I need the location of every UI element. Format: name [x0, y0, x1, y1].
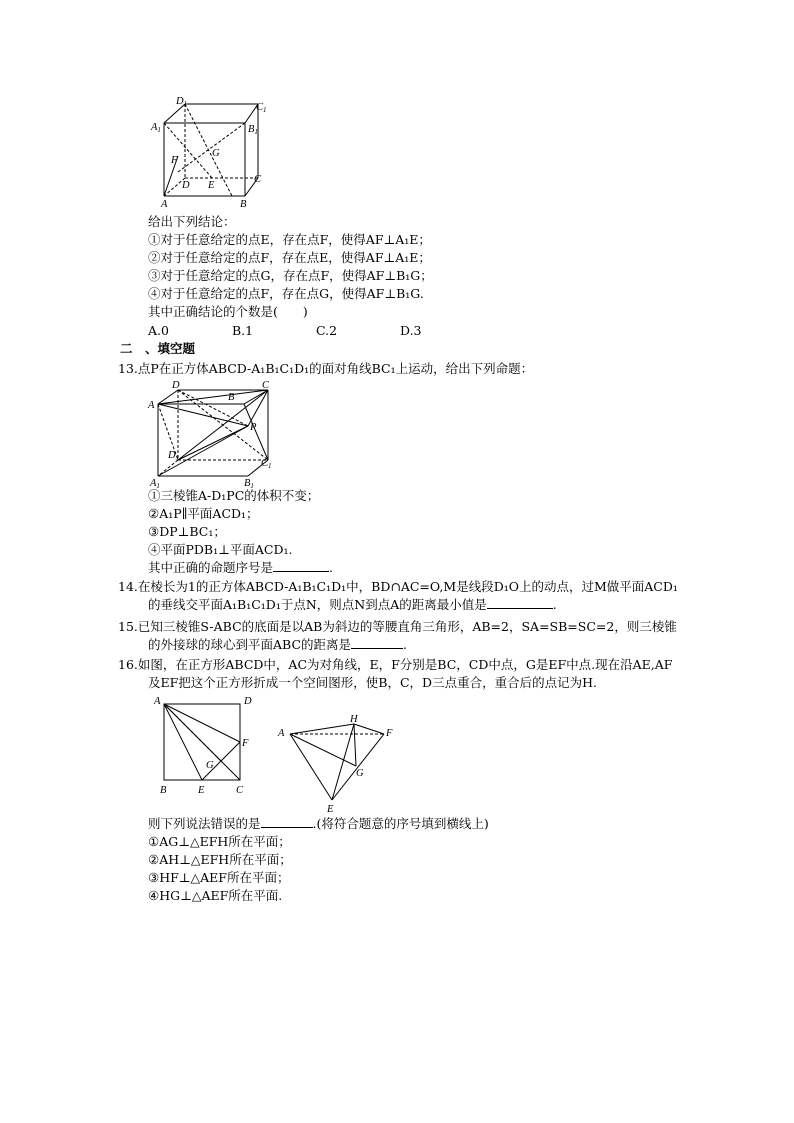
- fig-label: G: [212, 148, 220, 159]
- fig-label: C1: [261, 458, 272, 470]
- cube-figure-q13: [148, 380, 283, 488]
- answer-blank[interactable]: [487, 596, 553, 609]
- q14-line-2-end: .: [552, 597, 557, 612]
- fig-label: D: [182, 180, 190, 191]
- answer-blank[interactable]: [273, 559, 329, 572]
- fig-label: F: [242, 738, 249, 749]
- q16-item-1: ①AG⊥△EFH所在平面；: [148, 834, 291, 849]
- answer-blank[interactable]: [351, 636, 403, 649]
- fig-label: A: [154, 696, 161, 707]
- fig-label: B: [240, 199, 247, 210]
- q12-option-a: A.0: [148, 323, 169, 338]
- q16-ask-end: .(将符合题意的序号填到横线上): [312, 816, 489, 831]
- q16-item-3: ③HF⊥△AEF所在平面；: [148, 870, 290, 885]
- fig-label: E: [208, 180, 215, 191]
- q14-line-1: 14.在棱长为1的正方体ABCD-A₁B₁C₁D₁中，BD∩AC=O,M是线段D₁O上的动点，过M做平面ACD₁: [118, 579, 678, 594]
- fig-label: A: [148, 400, 155, 411]
- q14-line-2: [148, 596, 557, 614]
- fig-label: A1: [151, 122, 161, 134]
- q12-item-4: ④对于任意给定的点F，存在点G，使得AF⊥B₁G.: [148, 286, 424, 301]
- q15-line-2-end: .: [403, 637, 407, 652]
- q13-item-4: ④平面PDB₁⊥平面ACD₁.: [148, 542, 293, 557]
- tetrahedron-figure-q16: [276, 714, 400, 814]
- fig-label: G: [356, 768, 364, 779]
- fig-label: D1: [168, 450, 180, 462]
- q12-item-2: ②对于任意给定的点F，存在点E，使得AF⊥A₁E；: [148, 250, 431, 265]
- fig-label: B: [228, 392, 235, 403]
- q15-line-2-text: 的外接球的球心到平面ABC的距离是: [148, 637, 352, 652]
- q16-line-2: 及EF把这个正方形折成一个空间图形，使B，C，D三点重合，重合后的点记为H.: [148, 675, 597, 690]
- fig-label: E: [198, 785, 205, 796]
- q15-line-1: 15.已知三棱锥S-ABC的底面是以AB为斜边的等腰直角三角形，AB=2，SA=SB=SC=2，则三棱锥: [118, 619, 677, 634]
- q12-item-1: ①对于任意给定的点E，存在点F，使得AF⊥A₁E；: [148, 232, 431, 247]
- q13-item-2: ②A₁P∥平面ACD₁；: [148, 506, 259, 521]
- fig-label: P: [250, 422, 257, 433]
- fig-label: C1: [256, 102, 267, 114]
- q16-item-4: ④HG⊥△AEF所在平面.: [148, 888, 283, 903]
- fig-label: C: [254, 174, 262, 185]
- q12-options: [148, 322, 484, 340]
- q13-ask-end: .: [329, 560, 333, 575]
- q13-ask: 其中正确的命题序号是: [148, 560, 274, 575]
- fig-label: D: [172, 380, 180, 391]
- fig-label: A: [161, 199, 168, 210]
- q12-item-3: ③对于任意给定的点G，存在点F，使得AF⊥B₁G；: [148, 268, 433, 283]
- q12-option-d: D.3: [400, 323, 422, 338]
- fig-label: A: [278, 728, 285, 739]
- fig-label: G: [206, 760, 214, 771]
- q12-option-c: C.2: [316, 323, 338, 338]
- q16-ask-line: [148, 815, 489, 833]
- fig-label: B1: [248, 124, 258, 136]
- answer-blank[interactable]: [261, 815, 313, 828]
- fig-label: F: [386, 728, 393, 739]
- fig-label: C: [262, 380, 270, 391]
- fig-label: B: [160, 785, 167, 796]
- q16-ask: 则下列说法错误的是: [148, 816, 261, 831]
- q13-item-3: ③DP⊥BC₁；: [148, 524, 226, 539]
- fig-label: D1: [176, 96, 188, 108]
- q14-line-2-text: 的垂线交平面A₁B₁C₁D₁于点N，则点N到点A的距离最小值是: [148, 597, 487, 612]
- q16-line-1: 16.如图，在正方形ABCD中，AC为对角线，E，F分别是BC，CD中点，G是EF中点.现在沿AE,AF: [118, 657, 673, 672]
- q12-given: 给出下列结论：: [148, 214, 236, 229]
- q15-line-2: [148, 636, 407, 654]
- q12-option-b: B.1: [232, 323, 254, 338]
- fig-label: H: [350, 714, 358, 725]
- q13-item-1: ①三棱锥A-D₁PC的体积不变；: [148, 488, 320, 503]
- section-title: 二 、填空题: [120, 341, 196, 356]
- square-figure-q16: [150, 694, 260, 798]
- q13-ask-line: [148, 559, 333, 577]
- fig-label: E: [327, 804, 334, 815]
- q16-item-2: ②AH⊥△EFH所在平面；: [148, 852, 292, 867]
- cube-figure-q12: [150, 96, 270, 208]
- fig-label: D: [244, 696, 252, 707]
- q13-stem: 13.点P在正方体ABCD-A₁B₁C₁D₁的面对角线BC₁上运动，给出下列命题：: [118, 361, 534, 376]
- fig-label: C: [236, 785, 244, 796]
- fig-label: B1: [244, 478, 254, 490]
- q12-ask: 其中正确结论的个数是( ): [148, 304, 308, 319]
- fig-label: A1: [150, 478, 160, 490]
- fig-label: F: [171, 155, 178, 166]
